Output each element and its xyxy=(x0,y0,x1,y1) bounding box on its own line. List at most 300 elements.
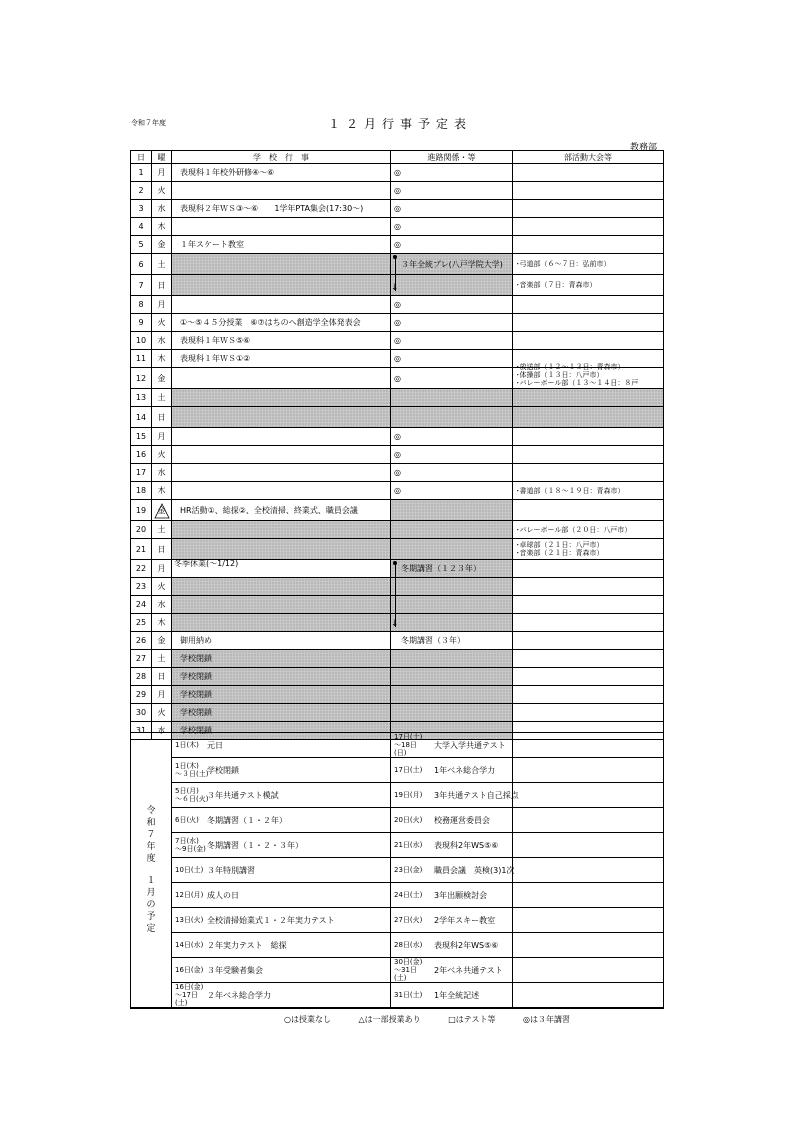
club-event xyxy=(513,389,664,407)
event-date: 28日(水) xyxy=(394,941,423,949)
january-left-event xyxy=(172,983,391,1009)
december-schedule-table xyxy=(130,150,664,740)
club-event xyxy=(513,632,664,650)
day-number: 2 xyxy=(131,182,152,200)
club-event-lines xyxy=(516,363,660,387)
day-of-week xyxy=(152,500,172,521)
day-row xyxy=(131,296,664,314)
club-event-line: ･放送部（１２～１３日：青森市） xyxy=(516,363,625,371)
day-of-week: 火 xyxy=(152,182,172,200)
career-event xyxy=(391,500,513,521)
career-event xyxy=(391,275,513,296)
school-event xyxy=(172,368,391,389)
january-empty-cell xyxy=(513,833,664,858)
day-of-week: 木 xyxy=(152,614,172,632)
school-event: 学校閉鎖 xyxy=(172,668,391,686)
career-event xyxy=(391,407,513,428)
header-club: 部活動大会等 xyxy=(513,151,664,164)
club-event xyxy=(513,704,664,722)
career-event: ◎ xyxy=(391,350,513,368)
day-number: 11 xyxy=(131,350,152,368)
event-name: 全校清掃始業式１・２年実力テスト xyxy=(207,915,335,925)
partial-class-triangle-icon xyxy=(154,503,170,517)
school-event: HR活動①、総探②、全校清掃、終業式、職員会議 xyxy=(172,500,391,521)
day-number: 10 xyxy=(131,332,152,350)
january-schedule-table xyxy=(130,732,664,1009)
school-event: 御用納め xyxy=(172,632,391,650)
day-of-week: 月 xyxy=(152,428,172,446)
day-of-week: 日 xyxy=(152,407,172,428)
day-number: 1 xyxy=(131,164,152,182)
side-label-char: の xyxy=(146,900,156,910)
january-right-event xyxy=(391,783,519,808)
event-date: 27日(火) xyxy=(394,916,423,924)
day-row xyxy=(131,236,664,254)
legend-lecture: ◎は３年講習 xyxy=(523,1015,571,1024)
school-event xyxy=(172,482,391,500)
january-row xyxy=(131,883,664,908)
january-left-event xyxy=(172,958,391,983)
event-name: ２年ベネ総合学力 xyxy=(207,990,271,1000)
january-right-event xyxy=(391,858,513,883)
career-event: 冬期講習（３年） xyxy=(391,632,513,650)
day-row xyxy=(131,200,664,218)
header-career: 進路関係・等 xyxy=(391,151,513,164)
club-event xyxy=(513,446,664,464)
january-row xyxy=(131,783,664,808)
january-right-event xyxy=(391,908,513,933)
arrow-start-dot xyxy=(393,561,397,565)
event-date: 23日(金) xyxy=(394,866,423,874)
january-empty-cell xyxy=(513,983,664,1009)
january-right-event xyxy=(391,933,513,958)
january-left-event xyxy=(172,908,391,933)
school-event xyxy=(172,389,391,407)
event-date: 1日(木) xyxy=(175,741,199,749)
club-event xyxy=(513,668,664,686)
event-name: 2学年スキー教室 xyxy=(434,915,496,925)
club-event xyxy=(513,314,664,332)
day-number: 14 xyxy=(131,407,152,428)
event-name: 校務運営委員会 xyxy=(434,815,490,825)
day-number: 31 xyxy=(131,722,152,740)
day-row xyxy=(131,218,664,236)
event-name: 表現科2年WS⑤⑥ xyxy=(434,940,499,950)
page-title: １２月行事予定表 xyxy=(327,117,472,131)
day-number: 3 xyxy=(131,200,152,218)
day-number: 27 xyxy=(131,650,152,668)
school-event: 冬季休業(～1/12) xyxy=(172,560,391,578)
january-row xyxy=(131,758,664,783)
department-label: 教務部 xyxy=(630,143,658,153)
career-event: ◎ xyxy=(391,296,513,314)
school-event: 学校閉鎖 xyxy=(172,650,391,668)
january-left-event xyxy=(172,808,391,833)
career-event: ◎ xyxy=(391,332,513,350)
day-of-week: 土 xyxy=(152,389,172,407)
day-of-week: 水 xyxy=(152,722,172,740)
event-name: 元日 xyxy=(207,740,223,750)
day-number: 16 xyxy=(131,446,152,464)
career-event xyxy=(391,596,513,614)
era-label: 令和７年度 xyxy=(131,119,166,127)
event-date: 5日(月) ～６日(火) xyxy=(175,787,209,803)
career-event xyxy=(391,704,513,722)
event-name: 表現科2年WS⑤⑥ xyxy=(434,840,499,850)
january-row xyxy=(131,983,664,1009)
school-event: 学校閉鎖 xyxy=(172,722,391,740)
legend-test: □はテスト等 xyxy=(448,1015,496,1024)
day-number: 15 xyxy=(131,428,152,446)
event-date: 10日(土) xyxy=(175,866,204,874)
school-event xyxy=(172,407,391,428)
event-name: 成人の日 xyxy=(207,890,239,900)
day-of-week: 水 xyxy=(152,332,172,350)
career-event: ◎ xyxy=(391,200,513,218)
event-date: 14日(水) xyxy=(175,941,204,949)
january-right-event xyxy=(391,833,513,858)
day-row xyxy=(131,539,664,560)
day-row xyxy=(131,482,664,500)
school-event: 学校閉鎖 xyxy=(172,704,391,722)
school-event xyxy=(172,596,391,614)
january-empty-cell xyxy=(513,883,664,908)
side-label-char: 定 xyxy=(146,924,156,934)
event-date: 6日(火) xyxy=(175,816,199,824)
side-label-char: １ xyxy=(146,876,156,886)
day-number: 19 xyxy=(131,500,152,521)
january-left-event xyxy=(172,933,391,958)
january-empty-cell xyxy=(513,758,664,783)
club-event-line: ･バレーボール部（１３～１４日：８戸 xyxy=(516,379,639,387)
side-label-char xyxy=(131,865,171,875)
day-of-week: 木 xyxy=(152,482,172,500)
side-label-char: 和 xyxy=(146,818,156,828)
day-row xyxy=(131,521,664,539)
day-of-week-label: 金 xyxy=(157,506,166,515)
day-row xyxy=(131,668,664,686)
day-number: 26 xyxy=(131,632,152,650)
day-row xyxy=(131,704,664,722)
header-dow: 曜 xyxy=(152,151,172,164)
club-event xyxy=(513,428,664,446)
january-left-event xyxy=(172,783,391,808)
day-row xyxy=(131,632,664,650)
header-row xyxy=(131,151,664,164)
event-name: 学校閉鎖 xyxy=(207,765,239,775)
day-of-week: 火 xyxy=(152,446,172,464)
career-event: ◎ xyxy=(391,182,513,200)
event-name: 大学入学共通テスト xyxy=(434,740,506,750)
side-label-char: 年 xyxy=(146,842,156,852)
career-event: ◎ xyxy=(391,368,513,389)
day-of-week: 月 xyxy=(152,296,172,314)
club-event xyxy=(513,614,664,632)
club-event xyxy=(513,218,664,236)
career-event: ◎ xyxy=(391,428,513,446)
day-of-week: 水 xyxy=(152,596,172,614)
january-row xyxy=(131,958,664,983)
day-number: 21 xyxy=(131,539,152,560)
day-number: 29 xyxy=(131,686,152,704)
club-event xyxy=(513,650,664,668)
day-number: 28 xyxy=(131,668,152,686)
january-row xyxy=(131,858,664,883)
career-event: ◎ xyxy=(391,446,513,464)
day-row xyxy=(131,164,664,182)
arrow-start-dot xyxy=(393,255,397,259)
event-date: 20日(火) xyxy=(394,816,423,824)
career-event: ３年全統プレ(八戸学院大学) xyxy=(391,254,513,275)
day-number: 22 xyxy=(131,560,152,578)
event-name: 1年全統記述 xyxy=(434,990,480,1000)
day-of-week: 木 xyxy=(152,350,172,368)
event-date: 1日(木) ～３日(土) xyxy=(175,762,209,778)
event-date: 16日(金) ～17日 (土) xyxy=(175,983,204,1007)
club-event xyxy=(513,464,664,482)
day-number: 25 xyxy=(131,614,152,632)
club-event xyxy=(513,236,664,254)
career-event xyxy=(391,578,513,596)
day-of-week: 金 xyxy=(152,236,172,254)
career-event xyxy=(391,521,513,539)
club-event xyxy=(513,686,664,704)
school-event: 表現科１年ＷＳ①② xyxy=(172,350,391,368)
career-event: ◎ xyxy=(391,218,513,236)
event-date: 19日(月) xyxy=(394,791,423,799)
january-right-event xyxy=(391,758,513,783)
january-side-label xyxy=(131,733,172,1009)
club-event xyxy=(513,500,664,521)
day-of-week: 土 xyxy=(152,254,172,275)
career-event: ◎ xyxy=(391,314,513,332)
school-event: 学校閉鎖 xyxy=(172,686,391,704)
day-row xyxy=(131,428,664,446)
january-row xyxy=(131,833,664,858)
club-event xyxy=(513,363,664,389)
career-event xyxy=(391,614,513,632)
side-label-char: 月 xyxy=(146,888,156,898)
event-name: 3年出願検討会 xyxy=(434,890,488,900)
event-name: 冬期講習（１・２年） xyxy=(207,815,287,825)
career-event: ◎ xyxy=(391,236,513,254)
day-of-week: 月 xyxy=(152,164,172,182)
header-school-events: 学 校 行 事 xyxy=(172,151,391,164)
day-of-week: 土 xyxy=(152,521,172,539)
day-number: 17 xyxy=(131,464,152,482)
day-number: 24 xyxy=(131,596,152,614)
january-left-event xyxy=(172,758,391,783)
school-event: 表現科１年校外研修④～⑥ xyxy=(172,164,391,182)
day-row xyxy=(131,407,664,428)
event-name: 冬期講習（１・２・３年） xyxy=(207,840,303,850)
day-row xyxy=(131,332,664,350)
january-empty-cell xyxy=(513,858,664,883)
school-event xyxy=(172,182,391,200)
january-row xyxy=(131,808,664,833)
event-date: 17日(土) ～18日 (日) xyxy=(394,733,423,757)
legend-partial-class: △は一部授業あり xyxy=(358,1015,421,1024)
school-event xyxy=(172,578,391,596)
january-left-event xyxy=(172,883,391,908)
club-event xyxy=(513,578,664,596)
day-number: 7 xyxy=(131,275,152,296)
school-event: 表現科１年ＷＳ⑤⑥ xyxy=(172,332,391,350)
day-row xyxy=(131,500,664,521)
january-empty-cell xyxy=(513,933,664,958)
january-empty-cell xyxy=(513,733,664,758)
club-event xyxy=(513,296,664,314)
day-of-week: 日 xyxy=(152,539,172,560)
header-day: 日 xyxy=(131,151,152,164)
day-row xyxy=(131,560,664,578)
club-event-line: ･体操部（１３日：八戸市） xyxy=(516,371,604,379)
day-row xyxy=(131,389,664,407)
event-name: ３年特別講習 xyxy=(207,865,255,875)
day-of-week: 火 xyxy=(152,704,172,722)
school-event xyxy=(172,446,391,464)
day-of-week: 火 xyxy=(152,578,172,596)
arrow-down-icon: ↓ xyxy=(391,283,399,293)
january-left-event xyxy=(172,858,391,883)
january-row xyxy=(131,908,664,933)
arrow-down-icon: ↓ xyxy=(391,619,399,629)
school-event xyxy=(172,428,391,446)
school-event: ①～⑤４５分授業 ⑥⑦はちのへ創造学全体発表会 xyxy=(172,314,391,332)
day-number: 23 xyxy=(131,578,152,596)
day-of-week: 水 xyxy=(152,464,172,482)
january-right-event xyxy=(391,983,513,1009)
event-name: 1年ベネ総合学力 xyxy=(434,765,496,775)
club-event: ･書道部（１８～１９日：青森市） xyxy=(513,482,664,500)
day-row xyxy=(131,446,664,464)
career-event: ◎ xyxy=(391,164,513,182)
day-row xyxy=(131,254,664,275)
day-row xyxy=(131,182,664,200)
school-event xyxy=(172,464,391,482)
club-event-lines xyxy=(516,541,660,557)
school-event xyxy=(172,296,391,314)
club-event: ･音楽部（７日：青森市） xyxy=(513,275,664,296)
january-left-event xyxy=(172,833,391,858)
day-number: 12 xyxy=(131,368,152,389)
school-event xyxy=(172,521,391,539)
day-row xyxy=(131,596,664,614)
day-of-week: 火 xyxy=(152,314,172,332)
side-label-char: 度 xyxy=(146,854,156,864)
january-right-event xyxy=(391,883,513,908)
january-empty-cell xyxy=(513,783,664,808)
career-event xyxy=(391,650,513,668)
january-left-event xyxy=(172,733,391,758)
club-event: ･弓道部（６～７日：弘前市） xyxy=(513,254,664,275)
day-number: 9 xyxy=(131,314,152,332)
day-row xyxy=(131,686,664,704)
club-event xyxy=(513,560,664,578)
day-of-week: 月 xyxy=(152,560,172,578)
school-event xyxy=(172,275,391,296)
event-date: 13日(火) xyxy=(175,916,204,924)
school-event xyxy=(172,614,391,632)
day-of-week: 日 xyxy=(152,275,172,296)
day-of-week: 金 xyxy=(152,632,172,650)
side-label-char: 予 xyxy=(146,912,156,922)
club-event xyxy=(513,332,664,350)
january-empty-cell xyxy=(513,958,664,983)
career-event: ◎ xyxy=(391,482,513,500)
school-event: １年スケート教室 xyxy=(172,236,391,254)
event-name: 3年共通テスト自己採点 xyxy=(434,790,519,800)
day-number: 6 xyxy=(131,254,152,275)
day-of-week: 木 xyxy=(152,218,172,236)
club-event xyxy=(513,200,664,218)
side-label-char: ７ xyxy=(146,830,156,840)
event-date: 12日(月) xyxy=(175,891,204,899)
club-event: ･バレーボール部（２０日：八戸市） xyxy=(513,521,664,539)
event-name: ３年共通テスト模試 xyxy=(207,790,279,800)
school-event xyxy=(172,218,391,236)
event-date: 17日(土) xyxy=(394,766,423,774)
event-date: 7日(水) ～9日(金) xyxy=(175,837,206,853)
career-event xyxy=(391,668,513,686)
date-range-arrow xyxy=(395,563,396,627)
club-event xyxy=(513,539,664,560)
event-date: 31日(土) xyxy=(394,991,423,999)
school-event xyxy=(172,539,391,560)
club-event xyxy=(513,182,664,200)
club-event-line: ･音楽部（２１日：青森市） xyxy=(516,549,604,557)
legend-no-class: ○は授業なし xyxy=(284,1015,331,1024)
club-event xyxy=(513,164,664,182)
day-number: 8 xyxy=(131,296,152,314)
day-row xyxy=(131,650,664,668)
day-of-week: 金 xyxy=(152,368,172,389)
side-label-char: 令 xyxy=(146,806,156,816)
event-name: ３年受験者集会 xyxy=(207,965,263,975)
event-date: 16日(金) xyxy=(175,966,204,974)
club-event xyxy=(513,407,664,428)
day-of-week: 水 xyxy=(152,200,172,218)
career-event xyxy=(391,539,513,560)
club-event xyxy=(513,596,664,614)
day-row xyxy=(131,368,664,389)
day-of-week: 月 xyxy=(152,686,172,704)
january-right-event xyxy=(391,733,513,758)
day-number: 5 xyxy=(131,236,152,254)
career-event: 冬期講習（１２３年） xyxy=(391,560,513,578)
school-event xyxy=(172,254,391,275)
day-of-week: 土 xyxy=(152,650,172,668)
january-row xyxy=(131,733,664,758)
day-number: 30 xyxy=(131,704,152,722)
january-row xyxy=(131,933,664,958)
day-of-week: 日 xyxy=(152,668,172,686)
event-date: 30日(金) ～31日 (土) xyxy=(394,958,423,982)
day-number: 18 xyxy=(131,482,152,500)
event-date: 21日(水) xyxy=(394,841,423,849)
event-date: 24日(土) xyxy=(394,891,423,899)
day-row xyxy=(131,578,664,596)
career-event: ◎ xyxy=(391,464,513,482)
school-event: 表現科２年ＷＳ③～⑥ 1学年PTA集会(17:30～) xyxy=(172,200,391,218)
event-name: 2年ベネ共通テスト xyxy=(434,965,503,975)
event-name: ２年実力テスト 総探 xyxy=(207,940,287,950)
legend xyxy=(284,1014,595,1025)
january-right-event xyxy=(391,808,513,833)
day-row xyxy=(131,314,664,332)
club-event-line: ･卓球部（２１日：八戸市） xyxy=(516,541,604,549)
career-event xyxy=(391,389,513,407)
